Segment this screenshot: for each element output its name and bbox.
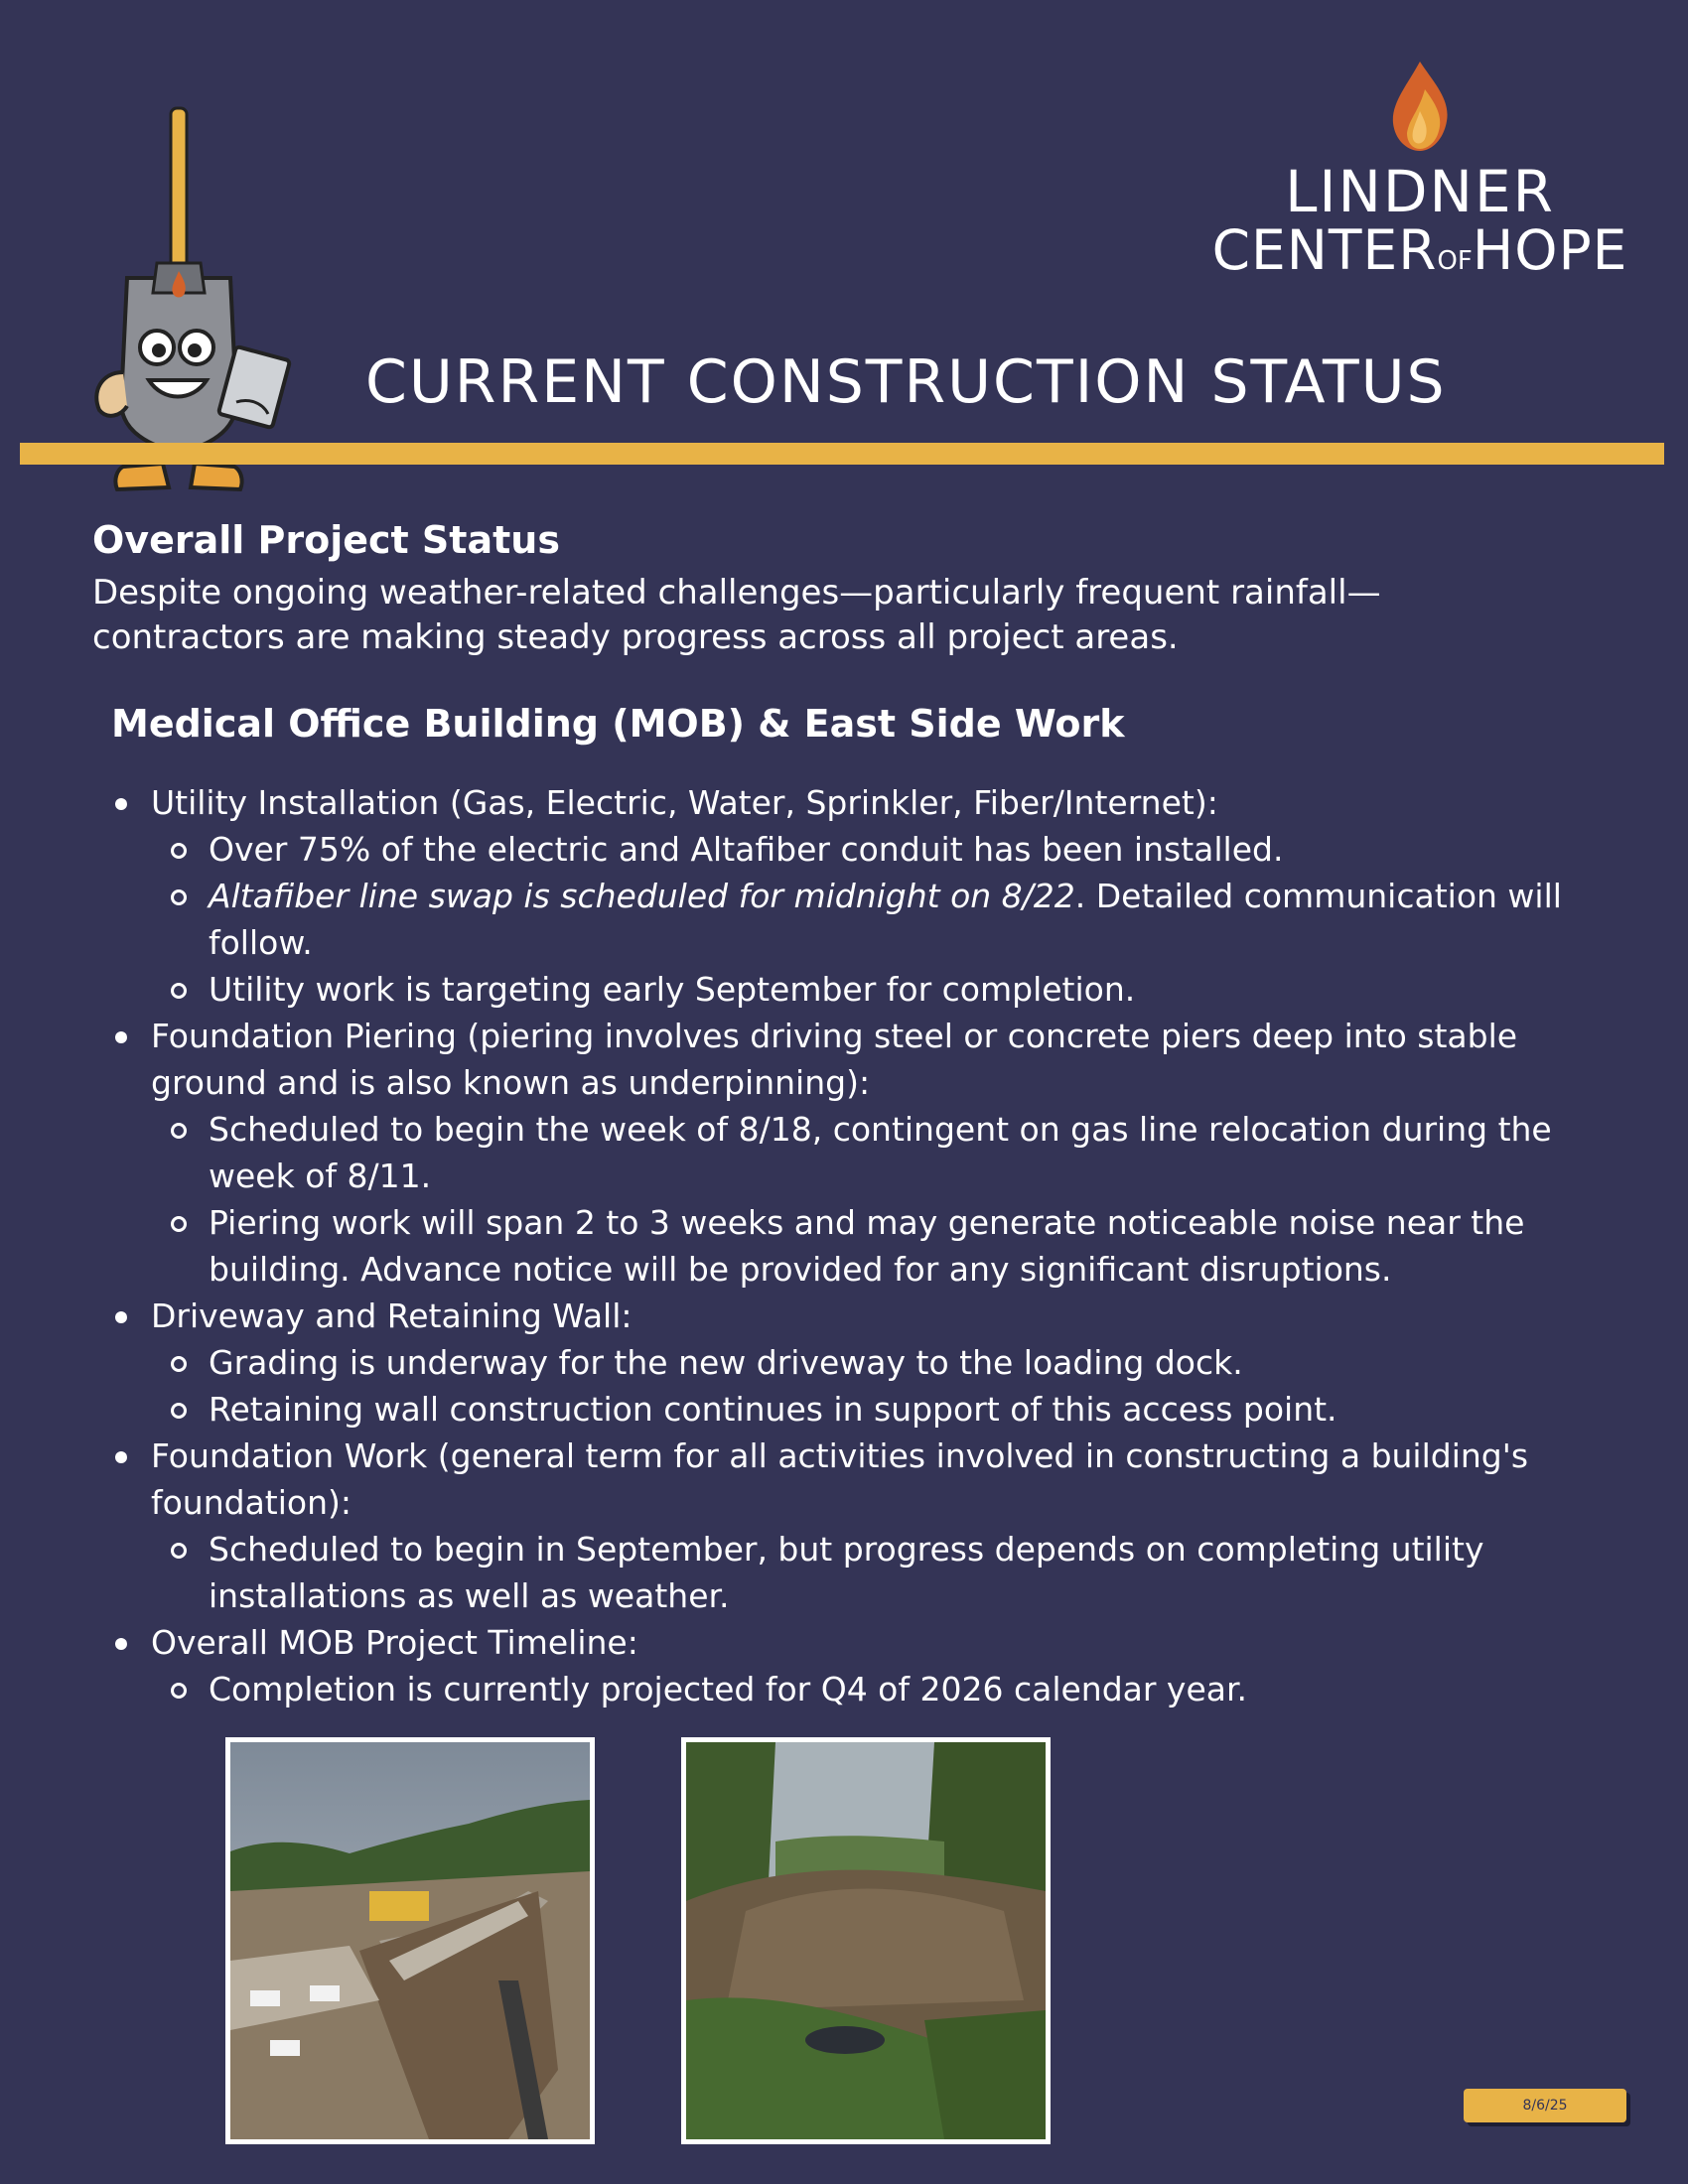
logo-of-text: OF <box>1437 246 1473 276</box>
logo-line-2 <box>1172 218 1668 290</box>
mob-sublist-item <box>209 1666 1599 1712</box>
mob-sublist-item-text: Scheduled to begin the week of 8/18, contingent on gas line relocation during the week of 8/11. <box>209 1110 1552 1195</box>
mob-sublist-item-text: Piering work will span 2 to 3 weeks and may generate noticeable noise near the building. Advance notice will be provided for any significant disruptions. <box>209 1203 1525 1289</box>
logo-hope-text: HOPE <box>1472 218 1628 282</box>
overall-status-text: Despite ongoing weather-related challenges—particularly frequent rainfall—contractors are making steady progress across all project areas. <box>92 573 1381 657</box>
construction-photo-grading-site <box>681 1737 1051 2144</box>
header-divider-bar <box>20 443 1664 465</box>
mob-sublist-item-text: Grading is underway for the new driveway to the loading dock. <box>209 1343 1243 1382</box>
mob-sublist-item-text: Retaining wall construction continues in support of this access point. <box>209 1390 1337 1429</box>
mob-bullet-list <box>109 779 1599 1712</box>
lindner-logo <box>1172 60 1668 290</box>
mob-sublist-item-emphasis: Altafiber line swap is scheduled for midnight on 8/22 <box>209 877 1075 915</box>
mob-sublist-item <box>209 1339 1599 1386</box>
mob-sublist-item <box>209 1526 1599 1619</box>
mob-sublist-item-text: Utility work is targeting early September for completion. <box>209 970 1136 1009</box>
mob-sublist <box>151 1339 1599 1433</box>
construction-photo-retaining-wall <box>225 1737 595 2144</box>
mob-list-item <box>109 1013 1599 1293</box>
mob-list-item-label: Driveway and Retaining Wall: <box>151 1297 633 1335</box>
mob-list-item-label: Utility Installation (Gas, Electric, Water, Sprinkler, Fiber/Internet): <box>151 783 1218 822</box>
overall-status-heading: Overall Project Status <box>92 518 560 562</box>
mob-list-item-label: Overall MOB Project Timeline: <box>151 1623 638 1662</box>
mob-sublist <box>151 1526 1599 1619</box>
mob-sublist-item-text: Completion is currently projected for Q4 of 2026 calendar year. <box>209 1670 1248 1708</box>
date-badge: 8/6/25 <box>1464 2089 1626 2122</box>
flame-icon <box>1385 60 1455 154</box>
mob-sublist-item-text: Scheduled to begin in September, but progress depends on completing utility installations as well as weather. <box>209 1530 1484 1615</box>
mob-sublist-item-text: . Detailed communication will follow. <box>209 877 1562 962</box>
mob-list-item <box>109 1433 1599 1619</box>
mob-sublist-item <box>209 873 1599 966</box>
mob-list-item-label: Foundation Piering (piering involves driving steel or concrete piers deep into stable ground and is also known as underpinning): <box>151 1017 1518 1102</box>
mob-list <box>109 779 1599 1712</box>
mob-list-item <box>109 1619 1599 1712</box>
mob-sublist-item <box>209 1386 1599 1433</box>
logo-line-1: LINDNER <box>1285 158 1555 225</box>
mob-sublist-item <box>209 1106 1599 1199</box>
shovel-mascot-icon <box>87 104 306 501</box>
logo-center-text: CENTER <box>1211 218 1438 282</box>
mob-sublist-item <box>209 826 1599 873</box>
page-title: CURRENT CONSTRUCTION STATUS <box>365 347 1447 417</box>
mob-list-item-label: Foundation Work (general term for all activities involved in constructing a building's foundation): <box>151 1436 1529 1522</box>
mob-heading: Medical Office Building (MOB) & East Side Work <box>111 702 1125 746</box>
mob-sublist <box>151 826 1599 1013</box>
mob-sublist-item-text: Over 75% of the electric and Altafiber conduit has been installed. <box>209 830 1284 869</box>
mob-sublist <box>151 1106 1599 1293</box>
mob-sublist-item <box>209 1199 1599 1293</box>
mob-list-item <box>109 1293 1599 1433</box>
mob-sublist-item <box>209 966 1599 1013</box>
mob-list-item <box>109 779 1599 1013</box>
mob-sublist <box>151 1666 1599 1712</box>
